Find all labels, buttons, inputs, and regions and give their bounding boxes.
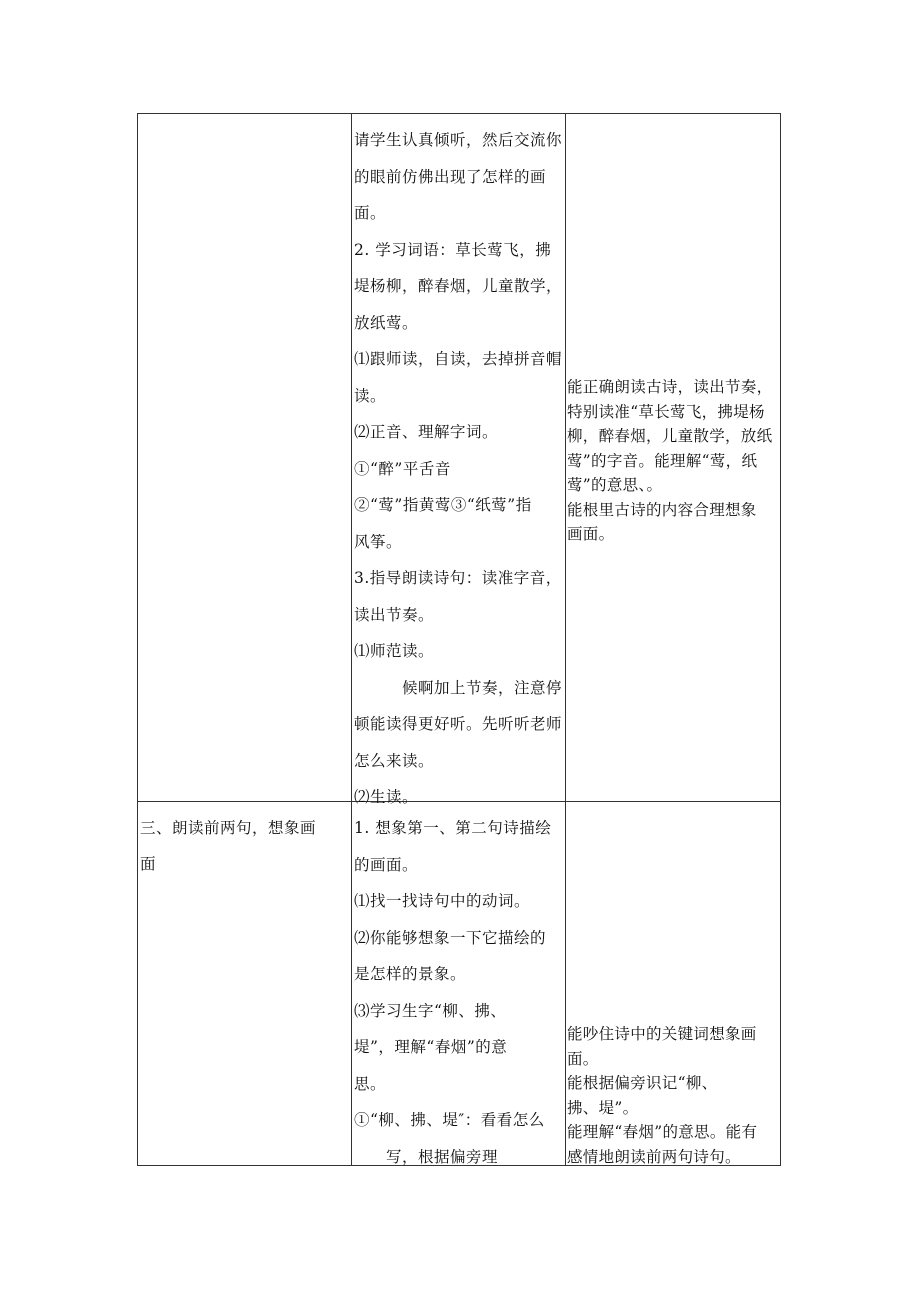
- text-line: ⑵生读。: [354, 788, 419, 806]
- text-line: 读出节奏。: [354, 605, 435, 624]
- stage-cell: [138, 802, 352, 1165]
- text-line: 莺”的意思、。: [567, 476, 663, 494]
- text-line: 面: [140, 855, 157, 873]
- text-line: ②“莺”指黄莺③“纸莺”指: [354, 496, 532, 514]
- stage-cell: [138, 114, 352, 801]
- objective-cell: [566, 114, 781, 801]
- text-line: ⑴跟师读，自读，去掉拼音帽: [354, 350, 563, 368]
- text-line: 是怎样的景象。: [354, 965, 467, 983]
- text-line: ⑶学习生字“柳、拂、: [354, 1001, 507, 1020]
- text-line: 柳，醉春烟，儿童散学，放纸: [567, 427, 773, 445]
- text-line: 的画面。: [354, 855, 419, 874]
- text-line: 放纸莺。: [354, 313, 419, 332]
- text-line: 写，根据偏旁理: [354, 1147, 499, 1166]
- text-line: 顿能读得更好听。先听听老师: [354, 715, 563, 733]
- text-line: 候啊加上节奏，注意停: [354, 678, 563, 697]
- text-line: ①“柳、拂、堤″：看看怎么: [354, 1111, 545, 1129]
- text-line: 特别读准“草长莺飞，拂堤杨: [567, 402, 765, 421]
- text-line: ⑴师范读。: [354, 642, 435, 660]
- text-line: 能根据偏旁识记“柳、: [567, 1074, 718, 1092]
- text-line: ⑴找一找诗句中的动词。: [354, 892, 531, 910]
- text-line: 堤杨柳，醉春烟，儿童散学，: [354, 277, 563, 295]
- text-line: 1. 想象第一、第二句诗描绘: [354, 819, 552, 837]
- text-line: 画面。: [567, 525, 615, 543]
- text-line: 面。: [354, 204, 387, 222]
- text-line: 堤”，理解“春烟”的意: [354, 1038, 508, 1056]
- text-line: 能正确朗读古诗，读出节奏，: [567, 378, 773, 396]
- text-line: 3.指导朗读诗句：读准字音，: [354, 569, 562, 587]
- activity-cell: [352, 802, 566, 1165]
- text-line: 面。: [567, 1049, 599, 1068]
- text-line: 思。: [354, 1074, 387, 1093]
- text-line: 读。: [354, 386, 387, 405]
- text-line: 感情地朗读前两句诗句。: [567, 1147, 741, 1166]
- text-line: 拂、堤”。: [567, 1098, 639, 1117]
- text-line: 能吵住诗中的关键词想象画: [567, 1025, 757, 1043]
- text-line: 风筝。: [354, 532, 403, 551]
- text-line: 2. 学习词语：草长莺飞，拂: [354, 240, 552, 259]
- text-line: 怎么来读。: [354, 751, 435, 770]
- text-line: 莺”的字音。能理解“莺，纸: [567, 451, 758, 470]
- text-line: 能理解“春烟”的意思。能有: [567, 1123, 758, 1141]
- activity-cell: [352, 114, 566, 806]
- table-row: [138, 114, 781, 806]
- objective-cell: [566, 802, 781, 1165]
- text-line: ⑵你能够想象一下它描绘的: [354, 928, 547, 947]
- text-line: ①“醉”平舌音: [354, 459, 451, 478]
- text-line: 请学生认真倾听，然后交流你: [354, 131, 563, 149]
- lesson-plan-table: [137, 113, 781, 1166]
- text-line: 的眼前仿佛出现了怎样的画: [354, 167, 547, 186]
- text-line: 能根里古诗的内容合理想象: [567, 500, 757, 519]
- text-line: ⑵正音、理解字词。: [354, 423, 499, 441]
- text-line: 三、朗读前两句，想象画: [140, 819, 317, 837]
- table-row: [138, 802, 781, 1166]
